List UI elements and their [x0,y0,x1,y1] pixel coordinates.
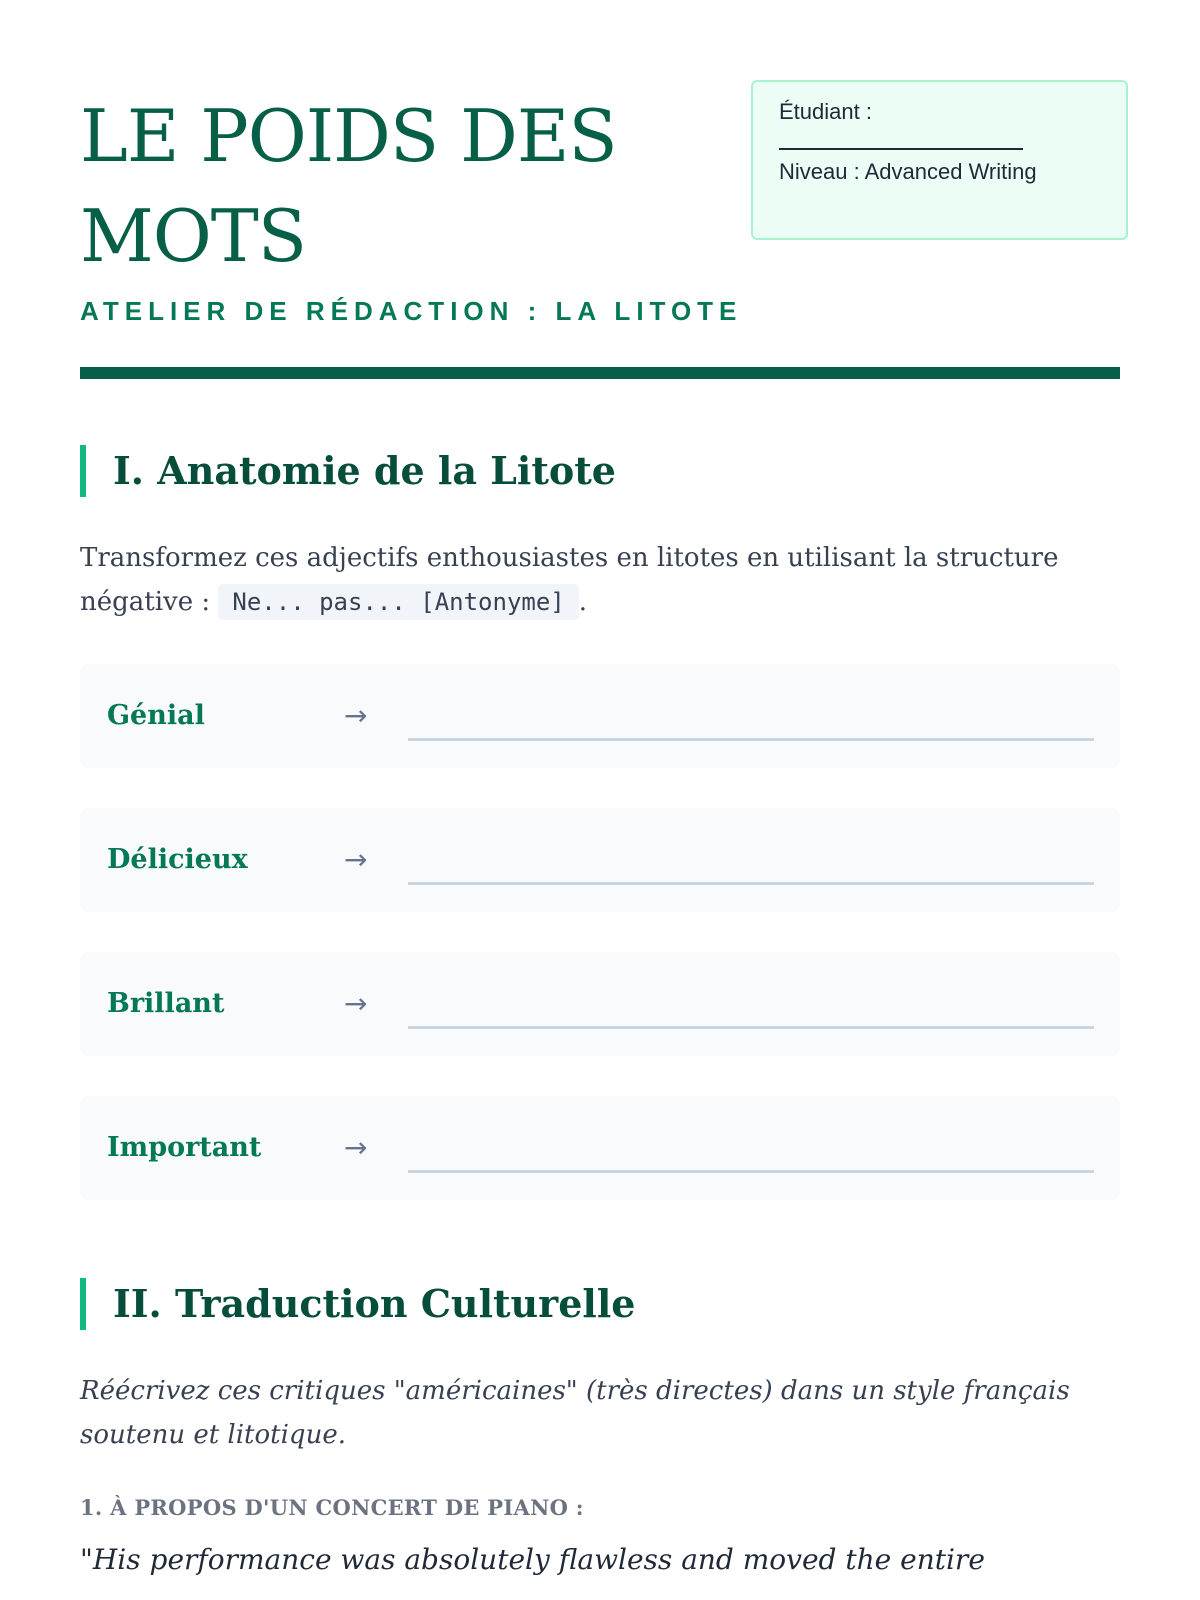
student-label: Étudiant : [779,99,872,124]
exercise-word: Important [107,1132,262,1163]
section-1-heading: I. Anatomie de la Litote [80,445,1120,497]
exercise-row [80,952,1120,1056]
section-2-instructions: Réécrivez ces critiques "américaines" (très directes) dans un style français soutenu et litotique. [80,1376,1070,1450]
exercise-word: Génial [107,700,205,731]
arrow-right-icon: → [344,987,368,1020]
structure-code: Ne... pas... [Antonyme] [218,584,578,620]
arrow-right-icon: → [344,1131,368,1164]
page-title: LE POIDS DES MOTS [80,94,617,278]
level-label: Niveau : Advanced Writing [779,159,1037,184]
item-1-label: 1. À PROPOS D'UN CONCERT DE PIANO : [80,1495,584,1520]
item-1-quote: "His performance was absolutely flawless and moved the entire [80,1543,985,1576]
answer-input[interactable] [408,704,1094,741]
worksheet-page [80,0,1120,1576]
exercise-word: Délicieux [107,844,248,875]
exercise-row [80,808,1120,912]
exercise-row [80,664,1120,768]
student-info-box [751,80,1128,240]
exercise-word: Brillant [107,988,225,1019]
answer-input[interactable] [408,1136,1094,1173]
exercise-row [80,1096,1120,1200]
section-1-instructions [80,536,1120,624]
arrow-right-icon: → [344,699,368,732]
answer-input[interactable] [408,848,1094,885]
instructions-text: Transformez ces adjectifs enthousiastes en litotes en utilisant la structure négative : [80,543,1059,617]
instructions-period: . [578,587,588,617]
header [80,0,1120,400]
section-2-heading: II. Traduction Culturelle [80,1278,1120,1330]
answer-input[interactable] [408,992,1094,1029]
header-divider [80,367,1120,379]
student-name-blank[interactable] [779,128,1023,150]
page-subtitle: ATELIER DE RÉDACTION : LA LITOTE [80,296,743,326]
arrow-right-icon: → [344,843,368,876]
